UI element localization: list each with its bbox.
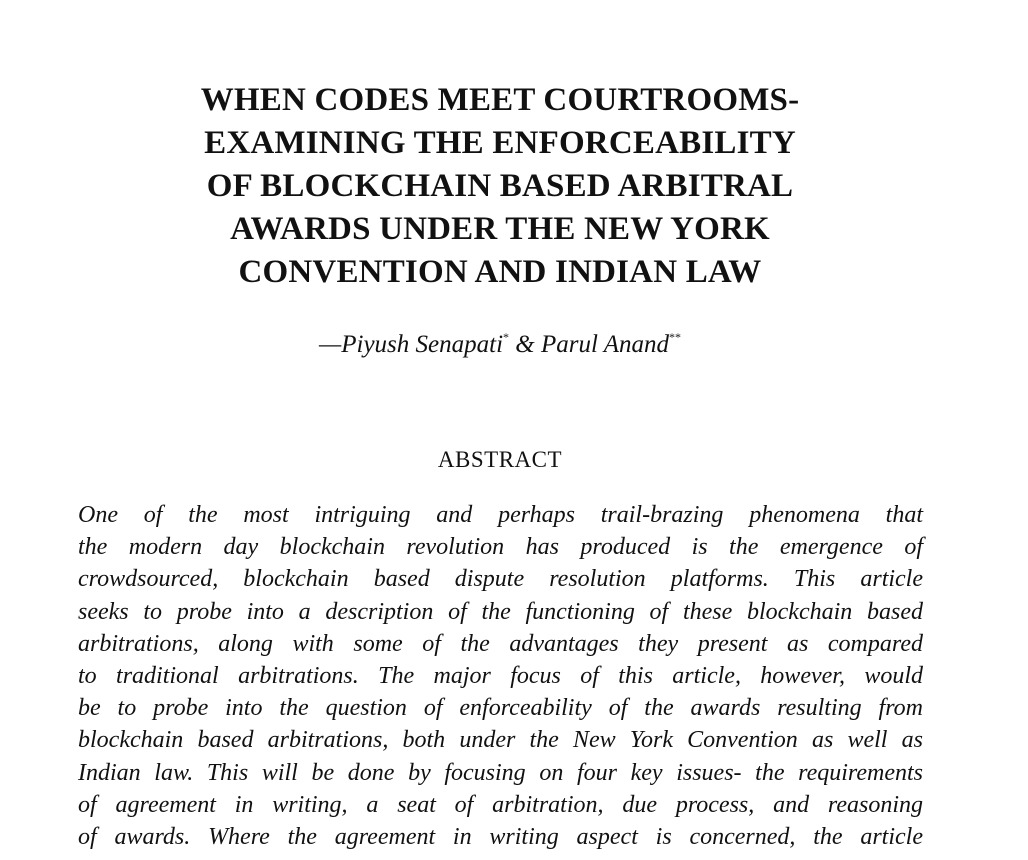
abstract-line: to traditional arbitrations. The major focus of this article, however, would xyxy=(78,663,923,690)
footnote-marker[interactable]: ** xyxy=(668,330,681,344)
author-joiner: & xyxy=(509,331,541,358)
abstract-line: One of the most intriguing and perhaps trail-brazing phenomena that xyxy=(78,502,923,528)
abstract-line: crowdsourced, blockchain based dispute resolution platforms. This article xyxy=(78,566,923,593)
footnote-marker[interactable]: * xyxy=(503,330,510,344)
abstract-line: seeks to probe into a description of the functioning of these blockchain based xyxy=(78,598,923,625)
abstract-heading: ABSTRACT xyxy=(437,447,563,472)
abstract-line: of agreement in writing, a seat of arbitration, due process, and reasoning xyxy=(78,791,923,818)
author-name: Parul Anand xyxy=(540,331,669,358)
article-title xyxy=(0,79,1000,294)
author-name: Piyush Senapati xyxy=(341,331,504,358)
abstract-body xyxy=(78,499,923,853)
abstract-line: the modern day blockchain revolution has produced is the emergence of xyxy=(78,534,923,561)
author-byline xyxy=(0,321,1000,361)
byline-dash: — xyxy=(319,331,342,358)
abstract-line: be to probe into the question of enforceability of the awards resulting from xyxy=(78,695,923,722)
abstract-line: arbitrations, along with some of the advantages they present as compared xyxy=(78,630,923,657)
abstract-line: Indian law. This will be done by focusing on four key issues- the requirements xyxy=(78,759,923,786)
abstract-line: blockchain based arbitrations, both under the New York Convention as well as xyxy=(78,727,923,754)
title-line: CONVENTION AND INDIAN LAW xyxy=(238,254,762,290)
title-line: OF BLOCKCHAIN BASED ARBITRAL xyxy=(206,168,794,204)
title-line: EXAMINING THE ENFORCEABILITY xyxy=(204,125,796,161)
title-line: AWARDS UNDER THE NEW YORK xyxy=(230,211,770,247)
title-line: WHEN CODES MEET COURTROOMS- xyxy=(200,82,800,118)
abstract-line: of awards. Where the agreement in writing aspect is concerned, the article xyxy=(78,824,923,851)
